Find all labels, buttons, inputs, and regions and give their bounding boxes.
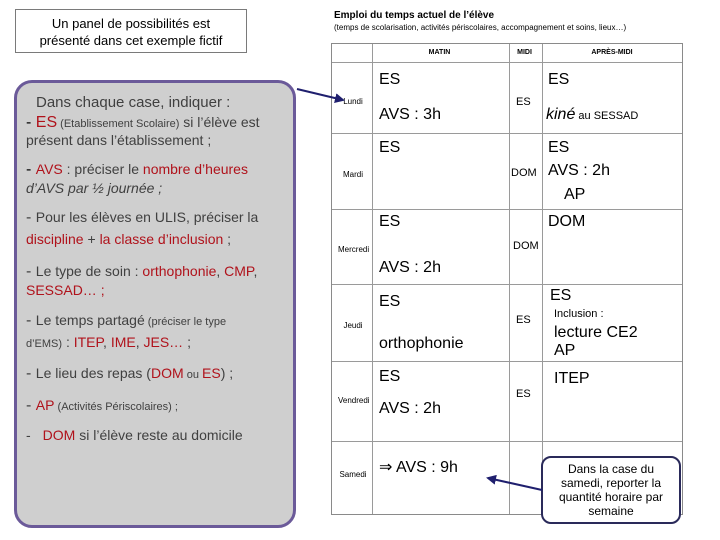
cell-jeudi-am-lecture: lecture CE2: [554, 324, 638, 341]
cell-jeudi-am-es: ES: [550, 287, 572, 304]
instruction-partage: - Le temps partagé (préciser le type: [26, 312, 227, 329]
panel-arrow: [297, 89, 343, 100]
cell-jeudi-midi: ES: [516, 314, 531, 326]
cell-lundi-matin-avs: AVS : 3h: [379, 106, 441, 123]
cell-jeudi-am-ap: AP: [554, 342, 576, 359]
cell-jeudi-am-inclusion: Inclusion :: [554, 308, 604, 320]
day-label-vendredi: Vendredi: [338, 396, 370, 405]
avs-code: AVS: [35, 161, 63, 177]
instruction-soin-line2: SESSAD… ;: [26, 282, 105, 298]
cell-mercredi-matin-es: ES: [379, 213, 401, 230]
cell-vendredi-matin-avs: AVS : 2h: [379, 400, 441, 417]
instruction-ap: - AP (Activités Périscolaires) ;: [26, 397, 178, 414]
instruction-avs-line2: d’AVS par ½ journée ;: [26, 180, 163, 196]
schedule-title: Emploi du temps actuel de l’élève: [334, 10, 495, 21]
instruction-es: - ES (Etablissement Scolaire) si l’élève est: [26, 114, 260, 131]
cell-vendredi-midi: ES: [516, 388, 531, 400]
instruction-repas: - Le lieu des repas (DOM ou ES) ;: [26, 365, 234, 382]
cell-lundi-am-es: ES: [548, 71, 570, 88]
instruction-ulis-line2: discipline + la classe d’inclusion ;: [26, 231, 232, 247]
column-header-midi: MIDI: [517, 49, 532, 56]
instruction-soin: - Le type de soin : orthophonie, CMP,: [26, 263, 258, 280]
cell-vendredi-am: ITEP: [554, 370, 590, 387]
schedule-subtitle: (temps de scolarisation, activités périscolaires, accompagnement et soins, lieux…): [334, 23, 627, 32]
samedi-callout: Dans la case du samedi, reporter la quantité horaire par semaine: [541, 456, 681, 524]
callout-arrow: [488, 478, 542, 490]
day-label-mardi: Mardi: [342, 170, 363, 179]
cell-mardi-midi: DOM: [511, 167, 537, 179]
es-code: ES: [35, 114, 58, 131]
instruction-partage-line2: d’EMS) : ITEP, IME, JES… ;: [26, 334, 191, 350]
cell-mercredi-am: DOM: [548, 213, 586, 230]
instruction-dom: - DOM si l’élève reste au domicile: [26, 427, 243, 443]
instruction-ulis: - Pour les élèves en ULIS, préciser la: [26, 209, 259, 226]
cell-samedi-matin-total: ⇒ AVS : 9h: [379, 459, 458, 476]
day-label-jeudi: Jeudi: [343, 321, 363, 330]
instruction-es-line2: présent dans l’établissement ;: [26, 132, 212, 148]
cell-lundi-am-kine: kiné au SESSAD: [546, 106, 639, 123]
instructions-heading: Dans chaque case, indiquer :: [36, 94, 231, 111]
cell-mardi-am-es: ES: [548, 139, 570, 156]
cell-lundi-matin-es: ES: [379, 71, 401, 88]
intro-note-line1: Un panel de possibilités est: [51, 16, 211, 31]
cell-vendredi-matin-es: ES: [379, 368, 401, 385]
day-label-lundi: Lundi: [343, 97, 363, 106]
cell-mercredi-midi: DOM: [513, 240, 539, 252]
cell-mardi-matin: ES: [379, 139, 401, 156]
instruction-avs: - AVS : préciser le nombre d’heures: [26, 161, 248, 178]
column-header-apres-midi: APRÈS-MIDI: [591, 49, 633, 56]
intro-note-line2: présenté dans cet exemple fictif: [39, 33, 223, 48]
day-label-samedi: Samedi: [339, 470, 367, 479]
cell-lundi-midi: ES: [516, 96, 531, 108]
cell-jeudi-matin-es: ES: [379, 293, 401, 310]
day-label-mercredi: Mercredi: [338, 245, 370, 254]
cell-jeudi-matin-ortho: orthophonie: [379, 335, 464, 352]
cell-mercredi-matin-avs: AVS : 2h: [379, 259, 441, 276]
cell-mardi-am-ap: AP: [564, 186, 586, 203]
column-header-matin: MATIN: [428, 49, 451, 56]
cell-mardi-am-avs: AVS : 2h: [548, 162, 610, 179]
